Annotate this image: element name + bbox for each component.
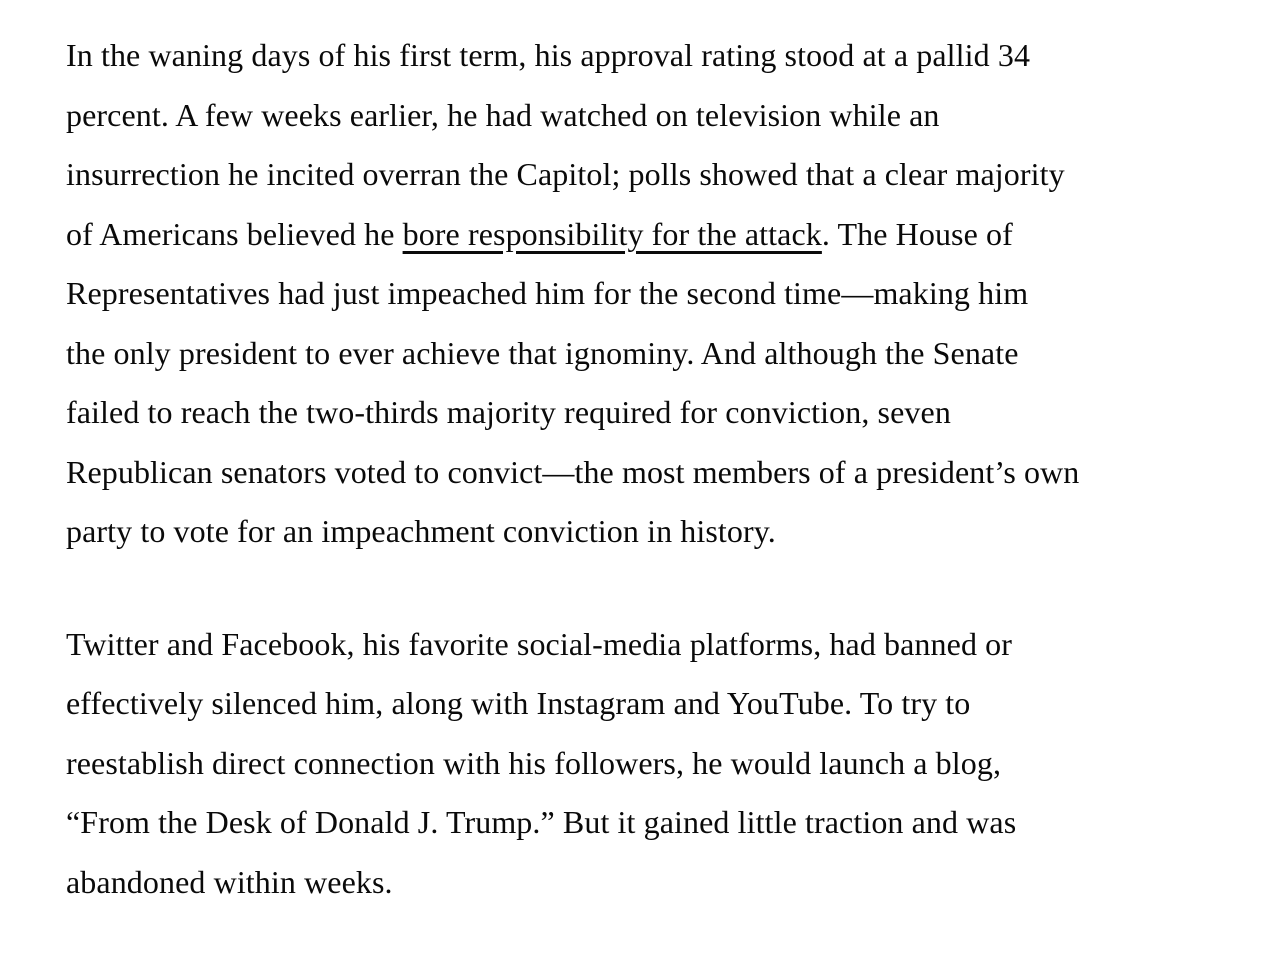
- text-line: [66, 734, 1288, 794]
- text-line: [66, 615, 1288, 675]
- text-segment: Republican senators voted to convict—the most members of a president’s own: [66, 453, 1080, 490]
- text-line: [66, 793, 1288, 853]
- text-segment: “From the Desk of Donald J. Trump.” But it gained little traction and was: [66, 804, 1017, 840]
- text-line: [66, 502, 1288, 562]
- text-segment: Twitter and Facebook, his favorite social-media platforms, had banned or: [66, 625, 1012, 662]
- text-segment: failed to reach the two-thirds majority required for conviction, seven: [66, 394, 951, 430]
- text-line: [66, 443, 1288, 503]
- text-line: [66, 674, 1288, 734]
- text-line: [66, 853, 1288, 913]
- text-segment: Representatives had just impeached him for the second time—making him: [66, 275, 1029, 311]
- text-line: [66, 145, 1288, 205]
- text-line: [66, 86, 1288, 146]
- text-segment: party to vote for an impeachment conviction in history.: [66, 513, 776, 549]
- text-segment: percent. A few weeks earlier, he had watched on television while an: [66, 96, 940, 133]
- text-line: [66, 205, 1288, 265]
- text-segment: reestablish direct connection with his followers, he would launch a blog,: [66, 744, 1002, 781]
- text-line: [66, 26, 1288, 86]
- text-segment: effectively silenced him, along with Instagram and YouTube. To try to: [66, 685, 971, 721]
- text-segment: the only president to ever achieve that ignominy. And although the Senate: [66, 334, 1019, 371]
- text-segment: abandoned within weeks.: [66, 863, 393, 900]
- text-segment: of Americans believed he: [66, 215, 403, 252]
- text-segment: insurrection he incited overran the Capitol; polls showed that a clear majority: [66, 156, 1065, 192]
- text-segment: In the waning days of his first term, his approval rating stood at a pallid 34: [66, 37, 1031, 73]
- text-line: [66, 324, 1288, 384]
- text-line: [66, 264, 1288, 324]
- article-body: [66, 26, 1288, 912]
- text-segment: . The House of: [821, 215, 1013, 252]
- paragraph: [66, 26, 1288, 562]
- paragraph: [66, 615, 1288, 913]
- attack-responsibility-link[interactable]: bore responsibility for the attack: [402, 215, 822, 252]
- text-line: [66, 383, 1288, 443]
